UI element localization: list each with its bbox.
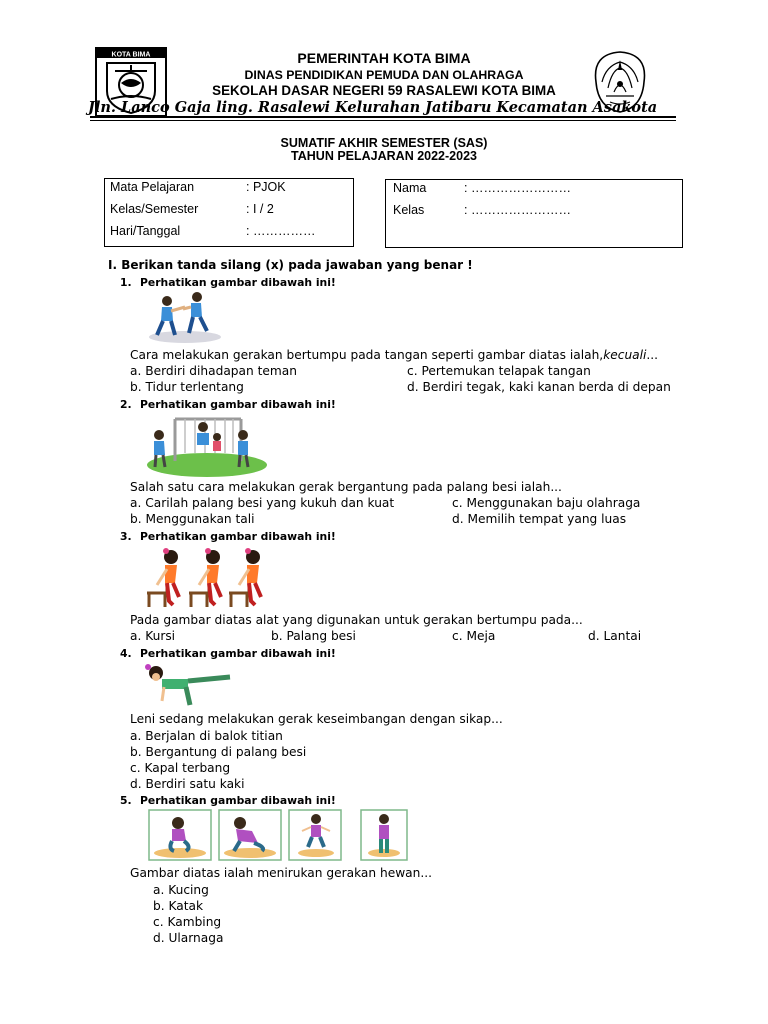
gov-name: PEMERINTAH KOTA BIMA — [297, 50, 471, 66]
class-semester-value: : I / 2 — [246, 202, 274, 216]
q3-option-a[interactable]: a. Kursi — [130, 629, 176, 643]
q1-text: Cara melakukan gerakan bertumpu pada tangan seperti gambar diatas ialah,kecuali... — [130, 348, 659, 362]
date-label: Hari/Tanggal — [110, 224, 181, 238]
class-semester-label: Kelas/Semester — [110, 202, 199, 216]
q2-number: 2. — [120, 398, 132, 411]
name-value: : …………………… — [464, 181, 571, 195]
q4-option-a[interactable]: a. Berjalan di balok titian — [130, 729, 283, 743]
q2-option-d[interactable]: d. Memilih tempat yang luas — [452, 512, 627, 526]
q1-option-d[interactable]: d. Berdiri tegak, kaki kanan berda di depan — [407, 380, 671, 394]
q2-text: Salah satu cara melakukan gerak bergantung pada palang besi ialah... — [130, 480, 562, 494]
exam-year: TAHUN PELAJARAN 2022-2023 — [291, 149, 477, 163]
logo-text: KOTA BIMA — [111, 51, 151, 59]
q2-option-c[interactable]: c. Menggunakan baju olahraga — [452, 496, 641, 510]
q5-option-d[interactable]: d. Ularnaga — [153, 931, 224, 945]
class-value: : …………………… — [464, 203, 571, 217]
q4-text: Leni sedang melakukan gerak keseimbangan dengan sikap... — [130, 712, 503, 726]
q2-option-a[interactable]: a. Carilah palang besi yang kukuh dan kuat — [130, 496, 395, 510]
school-address: Jln. Lanco Gaja ling. Rasalewi Kelurahan Jatibaru Kecamatan Asakota — [88, 99, 658, 116]
q4-prompt: Perhatikan gambar dibawah ini! — [140, 647, 336, 660]
q4-illustration — [140, 661, 236, 713]
q2-illustration — [145, 413, 267, 481]
section-instruction: I. Berikan tanda silang (x) pada jawaban yang benar ! — [108, 258, 473, 272]
q5-number: 5. — [120, 794, 132, 807]
exam-title: SUMATIF AKHIR SEMESTER (SAS) — [280, 136, 488, 150]
header-rule-thick — [90, 116, 676, 118]
q5-option-a[interactable]: a. Kucing — [153, 883, 209, 897]
q2-prompt: Perhatikan gambar dibawah ini! — [140, 398, 336, 411]
q1-option-b[interactable]: b. Tidur terlentang — [130, 380, 244, 394]
date-value: : …………… — [246, 224, 316, 238]
q4-option-d[interactable]: d. Berdiri satu kaki — [130, 777, 245, 791]
name-label: Nama — [393, 181, 427, 195]
q3-illustration — [145, 545, 267, 613]
q1-number: 1. — [120, 276, 132, 289]
subject-value: : PJOK — [246, 180, 286, 194]
q3-option-c[interactable]: c. Meja — [452, 629, 496, 643]
q1-option-a[interactable]: a. Berdiri dihadapan teman — [130, 364, 297, 378]
q1-prompt: Perhatikan gambar dibawah ini! — [140, 276, 336, 289]
class-label: Kelas — [393, 203, 425, 217]
q4-option-c[interactable]: c. Kapal terbang — [130, 761, 231, 775]
q3-option-d[interactable]: d. Lantai — [588, 629, 642, 643]
q1-illustration — [145, 289, 221, 349]
q4-option-b[interactable]: b. Bergantung di palang besi — [130, 745, 307, 759]
q3-number: 3. — [120, 530, 132, 543]
q3-text: Pada gambar diatas alat yang digunakan untuk gerakan bertumpu pada... — [130, 613, 583, 627]
q1-text-italic: kecuali — [603, 348, 647, 362]
q3-prompt: Perhatikan gambar dibawah ini! — [140, 530, 336, 543]
q4-number: 4. — [120, 647, 132, 660]
q2-option-b[interactable]: b. Menggunakan tali — [130, 512, 255, 526]
department-name: DINAS PENDIDIKAN PEMUDA DAN OLAHRAGA — [244, 68, 524, 82]
q3-option-b[interactable]: b. Palang besi — [271, 629, 356, 643]
q5-illustration — [148, 809, 408, 867]
subject-label: Mata Pelajaran — [110, 180, 195, 194]
q5-text: Gambar diatas ialah menirukan gerakan hewan... — [130, 866, 432, 880]
q5-prompt: Perhatikan gambar dibawah ini! — [140, 794, 336, 807]
school-name: SEKOLAH DASAR NEGERI 59 RASALEWI KOTA BIMA — [212, 83, 556, 98]
q1-option-c[interactable]: c. Pertemukan telapak tangan — [407, 364, 591, 378]
q5-option-c[interactable]: c. Kambing — [153, 915, 222, 929]
q5-option-b[interactable]: b. Katak — [153, 899, 204, 913]
header-rule-thin — [90, 120, 676, 121]
